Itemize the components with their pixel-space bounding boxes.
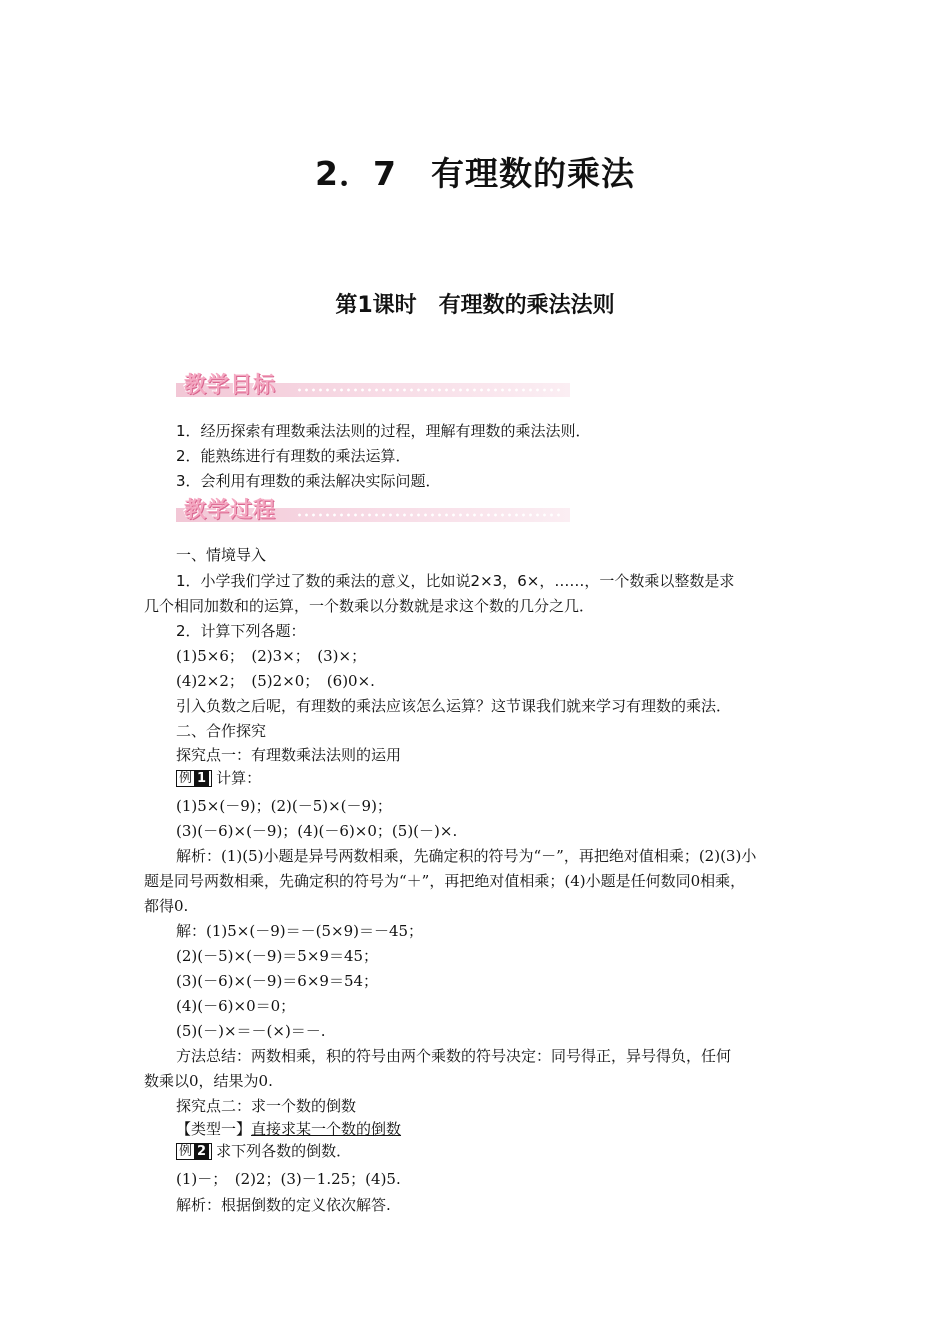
analysis-line: 都得0. xyxy=(144,897,189,915)
method-summary-line: 方法总结：两数相乘，积的符号由两个乘数的符号决定：同号得正，异号得负，任何 xyxy=(176,1047,732,1065)
type-heading xyxy=(176,1119,401,1139)
solution-line: (5)(－)×＝－(×)＝－. xyxy=(176,1022,326,1040)
example-2-header xyxy=(176,1141,351,1161)
goal-item: 2．能熟练进行有理数的乘法运算． xyxy=(176,447,411,465)
paragraph-line: 几个相同加数和的运算，一个数乘以分数就是求这个数的几分之几． xyxy=(144,597,595,615)
goals-banner-label: 教学目标 xyxy=(184,373,277,398)
exercise-row: (4)2×2； (5)2×0； (6)0×. xyxy=(176,672,375,690)
process-banner-dots xyxy=(296,513,564,517)
paragraph-line: 2．计算下列各题： xyxy=(176,622,306,640)
solution-line: (2)(－5)×(－9)＝5×9＝45； xyxy=(176,947,379,965)
goals-banner-dots xyxy=(296,388,564,392)
goal-item: 1．经历探索有理数乘法法则的过程，理解有理数的乘法法则． xyxy=(176,422,591,440)
exercise-row: (1)－； (2)2；(3)－1.25；(4)5. xyxy=(176,1170,401,1188)
solution-line: 解：(1)5×(－9)＝－(5×9)＝－45； xyxy=(176,922,424,940)
paragraph-line: 引入负数之后呢，有理数的乘法应该怎么运算？这节课我们就来学习有理数的乘法． xyxy=(176,697,732,715)
analysis-line: 解析：根据倒数的定义依次解答. xyxy=(176,1196,391,1214)
paragraph-line: 1．小学我们学过了数的乘法的意义，比如说2×3，6×，……，一个数乘以整数是求 xyxy=(176,572,735,590)
exercise-row: (1)5×(－9)；(2)(－5)×(－9)； xyxy=(176,797,392,815)
analysis-line: 解析：(1)(5)小题是异号两数相乘，先确定积的符号为“－”，再把绝对值相乘；(2)(3)小 xyxy=(176,847,757,865)
goals-banner xyxy=(176,370,570,400)
exercise-row: (1)5×6； (2)3×； (3)×； xyxy=(176,647,367,665)
solution-line: (3)(－6)×(－9)＝6×9＝54； xyxy=(176,972,379,990)
example-badge: 例 2 xyxy=(176,1143,212,1160)
section-heading-explore: 二、合作探究 xyxy=(176,722,267,740)
type-prefix: 【类型一】 xyxy=(176,1120,252,1138)
type-title: 直接求某一个数的倒数 xyxy=(251,1120,402,1138)
page-title: 2．7 有理数的乘法 xyxy=(315,154,635,193)
section-heading-intro: 一、情境导入 xyxy=(176,546,267,564)
solution-line: (4)(－6)×0＝0； xyxy=(176,997,296,1015)
example-prompt: 计算： xyxy=(216,769,262,787)
lesson-subtitle: 第1课时 有理数的乘法法则 xyxy=(335,293,615,318)
example-badge: 例 1 xyxy=(176,770,212,787)
example-prompt: 求下列各数的倒数． xyxy=(216,1142,352,1160)
exercise-row: (3)(－6)×(－9)；(4)(－6)×0；(5)(－)×. xyxy=(176,822,458,840)
process-banner-label: 教学过程 xyxy=(184,498,277,523)
explore-point-heading: 探究点二：求一个数的倒数 xyxy=(176,1097,357,1115)
process-banner xyxy=(176,495,570,525)
goal-item: 3．会利用有理数的乘法解决实际问题． xyxy=(176,472,441,490)
method-summary-line: 数乘以0，结果为0. xyxy=(144,1072,273,1090)
example-1-header xyxy=(176,768,261,788)
analysis-line: 题是同号两数相乘，先确定积的符号为“＋”，再把绝对值相乘；(4)小题是任何数同0相乘， xyxy=(144,872,746,890)
explore-point-heading: 探究点一：有理数乘法法则的运用 xyxy=(176,746,402,764)
